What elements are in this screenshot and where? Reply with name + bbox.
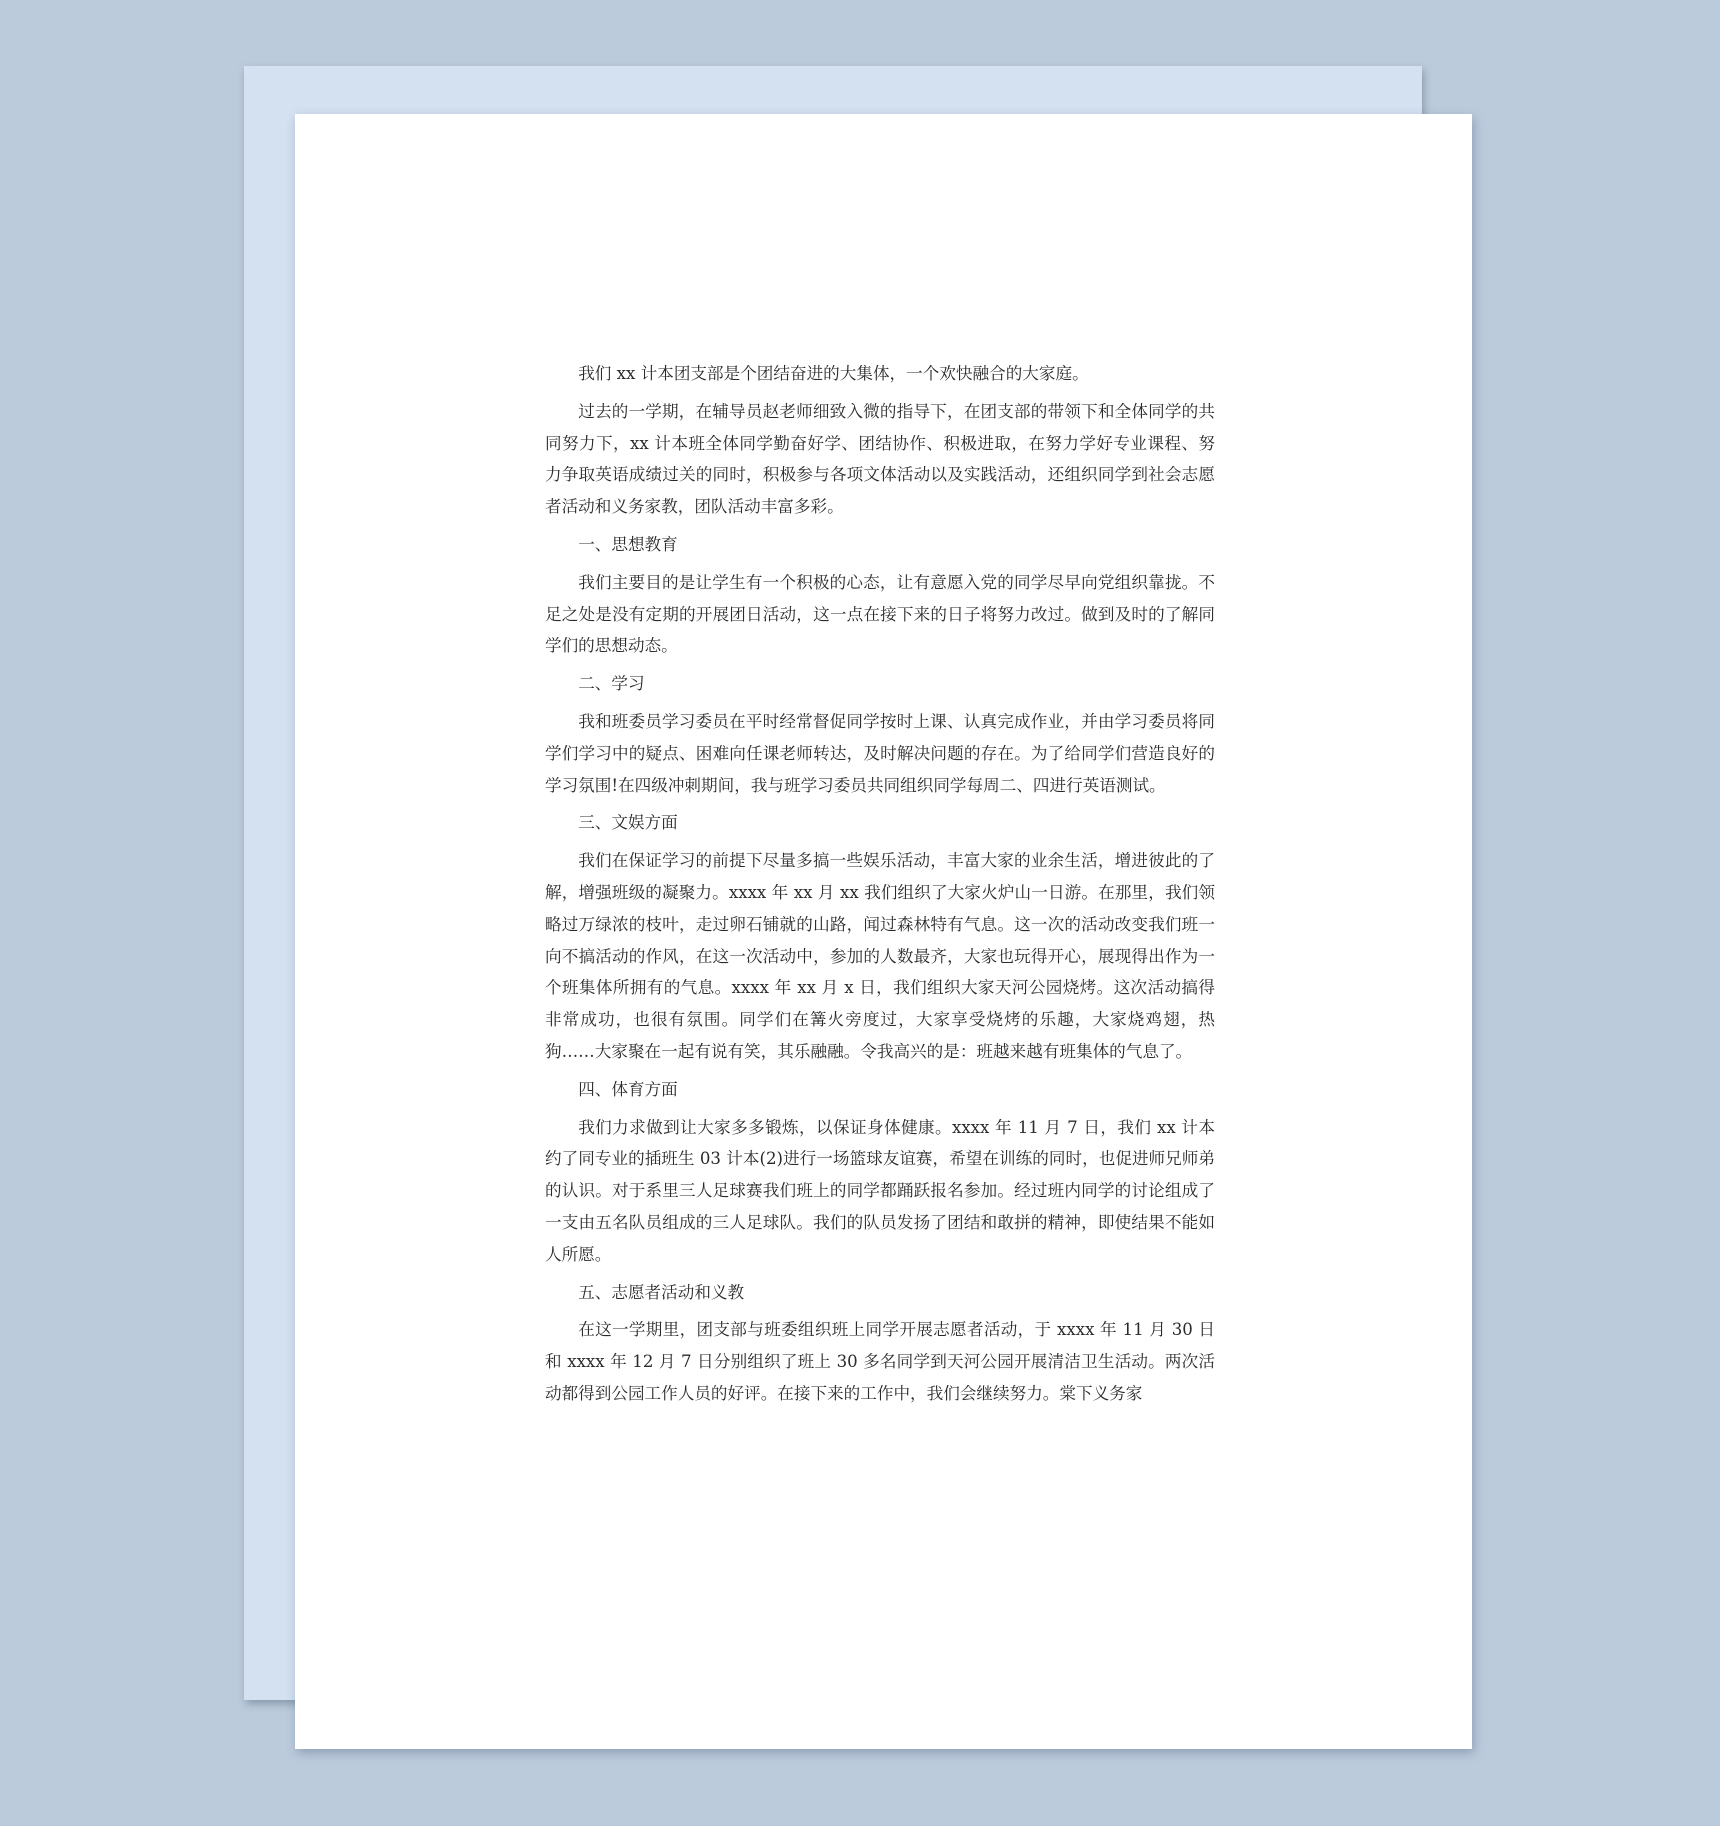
sports-paragraph: 我们力求做到让大家多多锻炼，以保证身体健康。xxxx 年 11 月 7 日，我们 xx 计本约了同专业的插班生 03 计本(2)进行一场篮球友谊赛，希望在训练的同时，也促进师兄师弟的认识。对于系里三人足球赛我们班上的同学都踊跃报名参加。经过班内同学的讨论组成了一支由五名队员组成的三人足球队。我们的队员发扬了团结和敢拼的精神，即使结果不能如人所愿。 <box>545 1117 1215 1264</box>
intro-paragraph: 我们 xx 计本团支部是个团结奋进的大集体，一个欢快融合的大家庭。 <box>578 364 1089 383</box>
study-paragraph: 我和班委员学习委员在平时经常督促同学按时上课、认真完成作业，并由学习委员将同学们学习中的疑点、困难向任课老师转达，及时解决问题的存在。为了给同学们营造良好的学习氛围!在四级冲刺期间，我与班学习委员共同组织同学每周二、四进行英语测试。 <box>545 711 1215 795</box>
document-page <box>295 114 1472 1749</box>
overview-paragraph: 过去的一学期，在辅导员赵老师细致入微的指导下，在团支部的带领下和全体同学的共同努力下，xx 计本班全体同学勤奋好学、团结协作、积极进取，在努力学好专业课程、努力争取英语成绩过关的同时，积极参与各项文体活动以及实践活动，还组织同学到社会志愿者活动和义务家教，团队活动丰富多彩。 <box>545 401 1215 517</box>
section-heading-volunteer: 五、志愿者活动和义教 <box>578 1282 745 1302</box>
document-body <box>545 358 1215 1416</box>
volunteer-paragraph: 在这一学期里，团支部与班委组织班上同学开展志愿者活动，于 xxxx 年 11 月 30 日和 xxxx 年 12 月 7 日分别组织了班上 30 多名同学到天河公园开展清洁卫生活动。两次活动都得到公园工作人员的好评。在接下来的工作中，我们会继续努力。棠下义务家 <box>545 1320 1215 1403</box>
section-heading-ideology: 一、思想教育 <box>578 534 678 554</box>
entertainment-paragraph: 我们在保证学习的前提下尽量多搞一些娱乐活动，丰富大家的业余生活，增进彼此的了解，增强班级的凝聚力。xxxx 年 xx 月 xx 我们组织了大家火炉山一日游。在那里，我们领略过万绿浓的枝叶，走过卵石铺就的山路，闻过森林特有气息。这一次的活动改变我们班一向不搞活动的作风，在这一次活动中，参加的人数最齐，大家也玩得开心，展现得出作为一个班集体所拥有的气息。xxxx 年 xx 月 x 日，我们组织大家天河公园烧烤。这次活动搞得非常成功，也很有氛围。同学们在篝火旁度过，大家享受烧烤的乐趣，大家烧鸡翅，热狗……大家聚在一起有说有笑，其乐融融。令我高兴的是：班越来越有班集体的气息了。 <box>545 851 1215 1061</box>
ideology-paragraph: 我们主要目的是让学生有一个积极的心态，让有意愿入党的同学尽早向党组织靠拢。不足之处是没有定期的开展团日活动，这一点在接下来的日子将努力改过。做到及时的了解同学们的思想动态。 <box>545 572 1215 656</box>
section-heading-entertainment: 三、文娱方面 <box>578 813 678 833</box>
section-heading-sports: 四、体育方面 <box>578 1079 678 1099</box>
section-heading-study: 二、学习 <box>578 674 645 694</box>
